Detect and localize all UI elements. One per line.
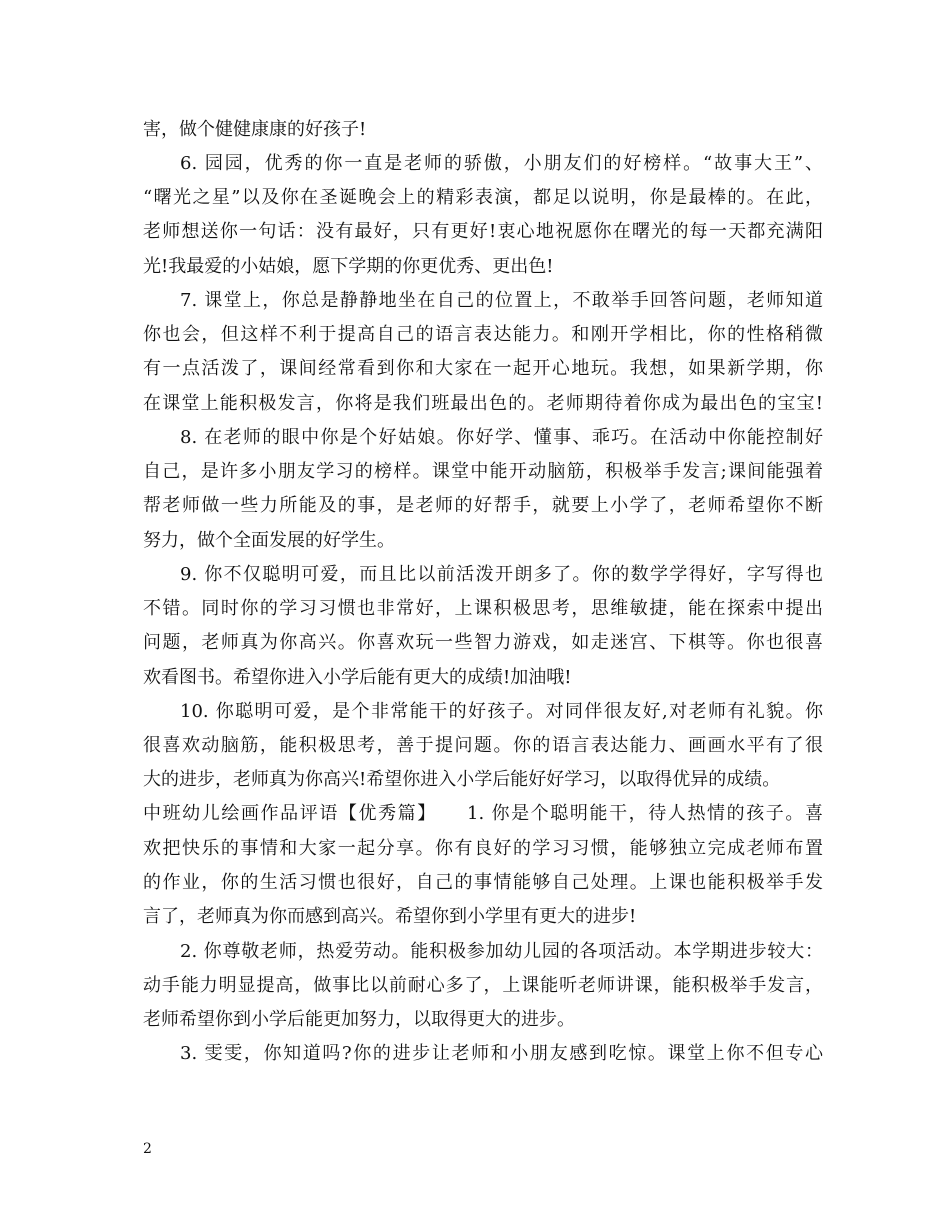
text-line: 言了，老师真为你而感到高兴。希望你到小学里有更大的进步! xyxy=(143,906,637,927)
text-line: 7. 课堂上，你总是静静地坐在自己的位置上，不敢举手回答问题，老师知道 xyxy=(180,290,823,311)
text-line: 8. 在老师的眼中你是个好姑娘。你好学、懂事、乖巧。在活动中你能控制好 xyxy=(180,427,823,448)
text-line: 在课堂上能积极发言，你将是我们班最出色的。老师期待着你成为最出色的宝宝! xyxy=(143,393,823,414)
text-line: 你也会，但这样不利于提高自己的语言表达能力。和刚开学相比，你的性格稍微 xyxy=(143,324,823,345)
text-line: 动手能力明显提高，做事比以前耐心多了，上课能听老师讲课，能积极举手发言， xyxy=(143,975,823,996)
text-line: “曙光之星”以及你在圣诞晚会上的精彩表演，都足以说明，你是最棒的。在此， xyxy=(143,187,823,208)
text-line: 很喜欢动脑筋，能积极思考，善于提问题。你的语言表达能力、画画水平有了很 xyxy=(143,735,823,756)
text-line: 有一点活泼了，课间经常看到你和大家在一起开心地玩。我想，如果新学期，你 xyxy=(143,358,823,379)
text-line: 2. 你尊敬老师，热爱劳动。能积极参加幼儿园的各项活动。本学期进步较大： xyxy=(180,941,823,962)
text-line: 的作业，你的生活习惯也很好，自己的事情能够自己处理。上课也能积极举手发 xyxy=(143,872,823,893)
text-line: 老师想送你一句话：没有最好，只有更好!衷心地祝愿你在曙光的每一天都充满阳 xyxy=(143,221,823,242)
text-line: 自己，是许多小朋友学习的榜样。课堂中能开动脑筋，积极举手发言;课间能强着 xyxy=(143,461,823,482)
text-line: 不错。同时你的学习习惯也非常好，上课积极思考，思维敏捷，能在探索中提出 xyxy=(143,598,823,619)
text-line: 帮老师做一些力所能及的事，是老师的好帮手，就要上小学了，老师希望你不断 xyxy=(143,495,823,516)
text-line: 10. 你聪明可爱，是个非常能干的好孩子。对同伴很友好,对老师有礼貌。你 xyxy=(180,701,823,722)
text-line: 大的进步，老师真为你高兴!希望你进入小学后能好好学习，以取得优异的成绩。 xyxy=(143,769,781,790)
text-line: 9. 你不仅聪明可爱，而且比以前活泼开朗多了。你的数学学得好，字写得也 xyxy=(180,564,823,585)
text-line: 欢把快乐的事情和大家一起分享。你有良好的学习习惯，能够独立完成老师布置 xyxy=(143,838,823,859)
text-line: 光!我最爱的小姑娘，愿下学期的你更优秀、更出色! xyxy=(143,256,554,277)
text-line: 努力，做个全面发展的好学生。 xyxy=(143,530,395,551)
text-line: 6. 园园，优秀的你一直是老师的骄傲，小朋友们的好榜样。“故事大王”、 xyxy=(180,153,823,174)
text-line: 3. 雯雯，你知道吗?你的进步让老师和小朋友感到吃惊。课堂上你不但专心 xyxy=(180,1043,823,1064)
text-line: 问题，老师真为你高兴。你喜欢玩一些智力游戏，如走迷宫、下棋等。你也很喜 xyxy=(143,632,823,653)
text-line: 欢看图书。希望你进入小学后能有更大的成绩!加油哦! xyxy=(143,667,572,688)
text-line: 害，做个健健康康的好孩子! xyxy=(143,119,367,140)
page-number: 2 xyxy=(143,1141,152,1157)
text-line: 老师希望你到小学后能更加努力，以取得更大的进步。 xyxy=(143,1009,575,1030)
section-heading-line: 中班幼儿绘画作品评语【优秀篇】 1. 你是个聪明能干，待人热情的孩子。喜 xyxy=(143,803,823,824)
